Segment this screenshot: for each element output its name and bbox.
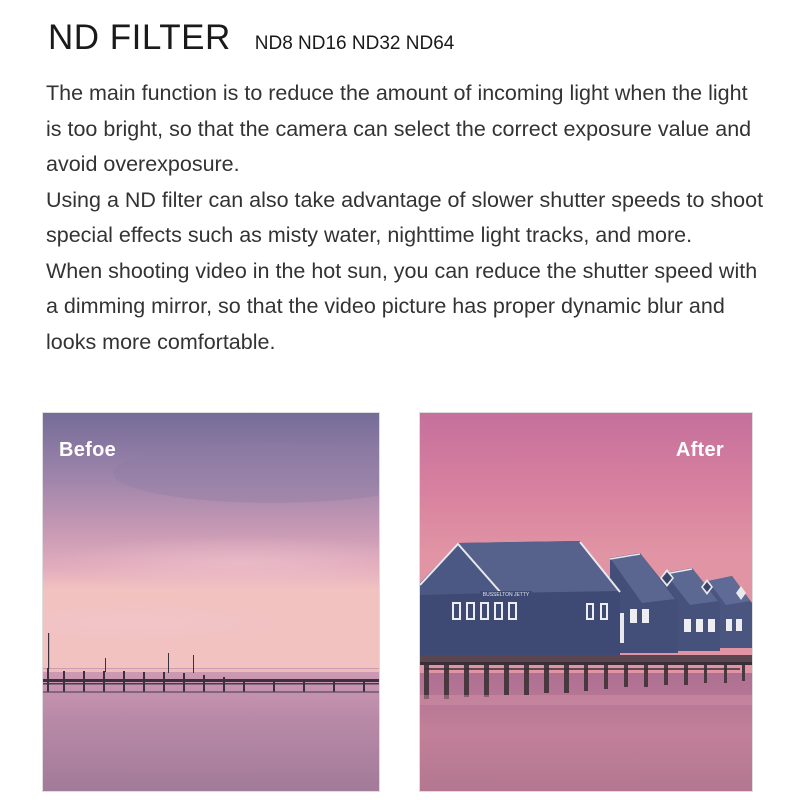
before-photo-image — [43, 413, 379, 791]
before-label: Befoe — [59, 439, 117, 461]
description-paragraph: When shooting video in the hot sun, you can reduce the shutter speed with a dimming mirror, so that the video picture has proper dynamic blur and looks more comfortable. — [46, 258, 758, 354]
before-photo — [42, 412, 380, 792]
after-photo-image — [420, 413, 752, 791]
description-paragraph: The main function is to reduce the amount of incoming light when the light is too bright, so that the camera can select the correct exposure value and avoid overexposure. — [46, 81, 752, 176]
jetty-sign: BUSSELTON JETTY — [482, 592, 530, 598]
after-label: After — [675, 439, 724, 461]
header — [48, 18, 454, 58]
after-photo — [419, 412, 753, 792]
description — [46, 76, 766, 360]
description-paragraph: Using a ND filter can also take advantage of slower shutter speeds to shoot special effects such as misty water, nighttime light tracks, and more. — [46, 187, 764, 247]
page-title: ND FILTER — [48, 18, 231, 57]
filter-models: ND8 ND16 ND32 ND64 — [254, 33, 455, 54]
